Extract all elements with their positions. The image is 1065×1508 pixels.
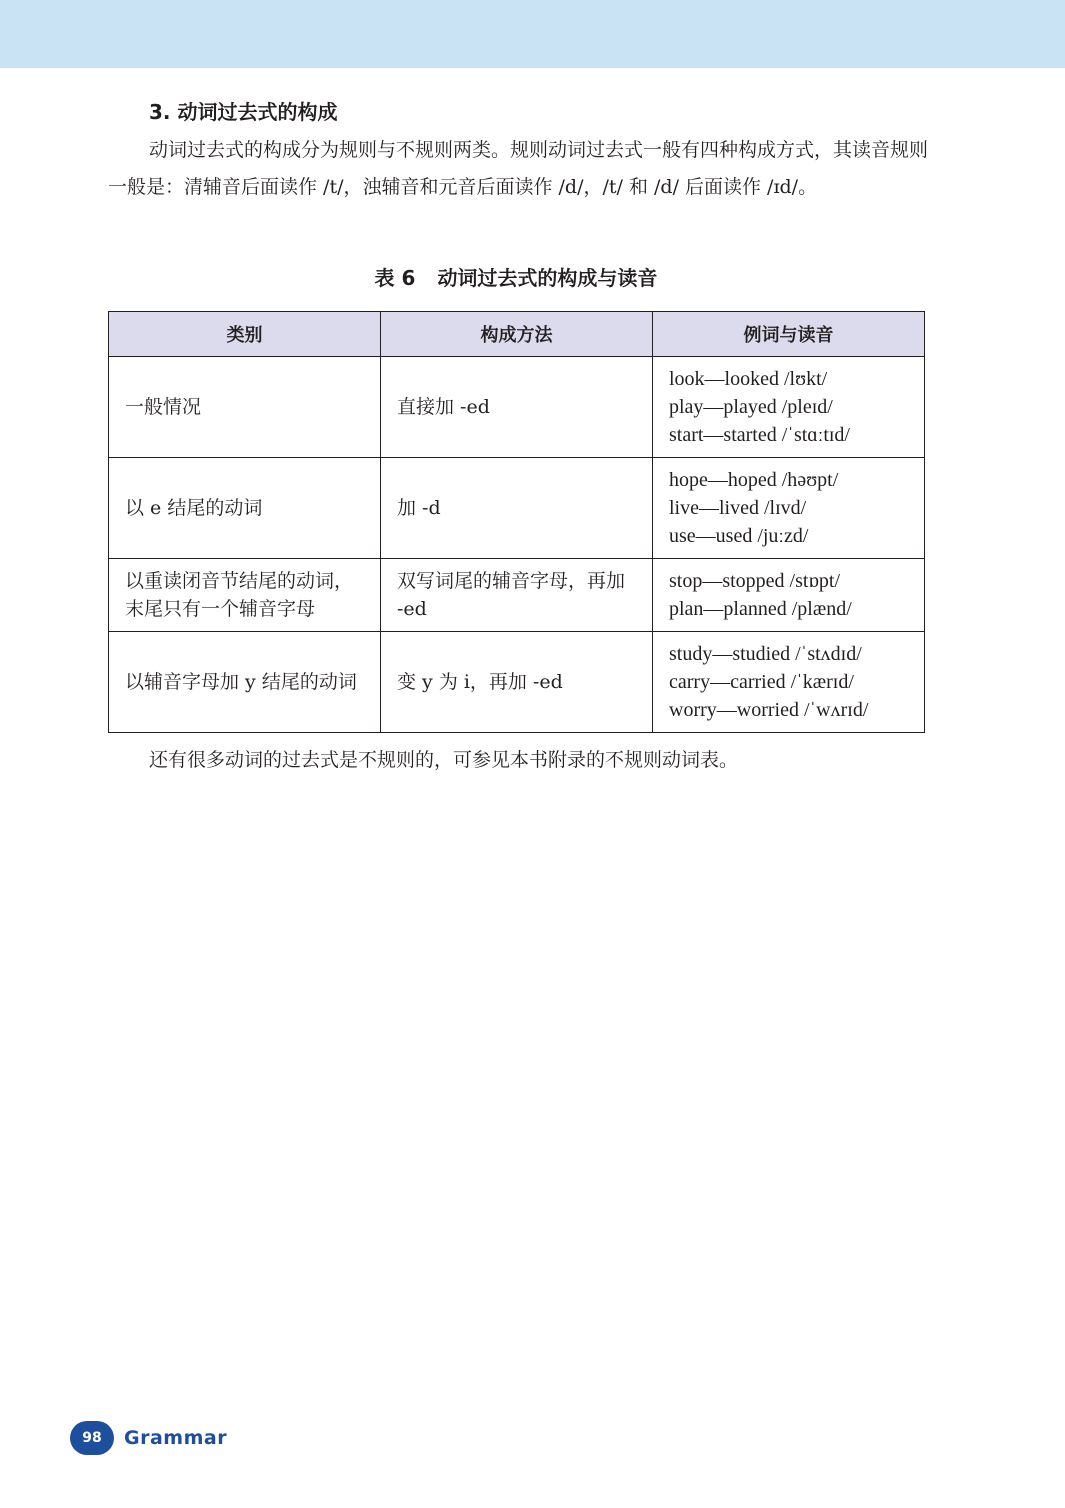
example-line: carry—carried /ˈkærɪd/: [669, 671, 854, 693]
closing-paragraph: 还有很多动词的过去式是不规则的，可参见本书附录的不规则动词表。: [149, 749, 739, 771]
row-method: 加 -d: [381, 458, 653, 559]
row-method: 直接加 -ed: [381, 357, 653, 458]
row-examples: [653, 559, 925, 632]
row-category: 以辅音字母加 y 结尾的动词: [109, 632, 381, 733]
example-line: use—used /juːzd/: [669, 525, 809, 547]
top-color-band: [0, 0, 1065, 68]
header-examples: 例词与读音: [653, 312, 925, 357]
table-header-row: [109, 312, 925, 357]
example-line: play—played /pleɪd/: [669, 396, 833, 418]
example-line: plan—planned /plænd/: [669, 598, 852, 620]
row-method: 双写词尾的辅音字母，再加 -ed: [381, 559, 653, 632]
table-row: [109, 632, 925, 733]
running-title: Grammar: [124, 1427, 228, 1449]
row-category: 一般情况: [109, 357, 381, 458]
header-method: 构成方法: [381, 312, 653, 357]
table-caption: [108, 262, 924, 291]
example-line: hope—hoped /həʊpt/: [669, 469, 839, 491]
example-line: stop—stopped /stɒpt/: [669, 570, 841, 592]
row-examples: [653, 458, 925, 559]
page-number-badge: 98: [70, 1421, 114, 1455]
example-line: worry—worried /ˈwʌrɪd/: [669, 699, 869, 721]
row-method: 变 y 为 i，再加 -ed: [381, 632, 653, 733]
example-line: study—studied /ˈstʌdɪd/: [669, 643, 862, 665]
page-footer: [70, 1421, 227, 1455]
section-heading: 3. 动词过去式的构成: [149, 100, 338, 124]
table-caption-title: 动词过去式的构成与读音: [437, 266, 658, 290]
example-line: look—looked /lʊkt/: [669, 368, 828, 390]
row-category: 以重读闭音节结尾的动词，末尾只有一个辅音字母: [109, 559, 381, 632]
table-row: [109, 559, 925, 632]
header-category: 类别: [109, 312, 381, 357]
row-examples: [653, 632, 925, 733]
row-examples: [653, 357, 925, 458]
table-row: [109, 357, 925, 458]
row-category: 以 e 结尾的动词: [109, 458, 381, 559]
example-line: start—started /ˈstɑːtɪd/: [669, 424, 850, 446]
table-row: [109, 458, 925, 559]
intro-paragraph: 动词过去式的构成分为规则与不规则两类。规则动词过去式一般有四种构成方式，其读音规则一般是：清辅音后面读作 /t/，浊辅音和元音后面读作 /d/，/t/ 和 /d/ 后面读作 /ɪd/。: [108, 139, 929, 198]
past-tense-table: [108, 311, 925, 733]
example-line: live—lived /lɪvd/: [669, 497, 807, 519]
table-caption-number: 表 6: [374, 266, 416, 290]
